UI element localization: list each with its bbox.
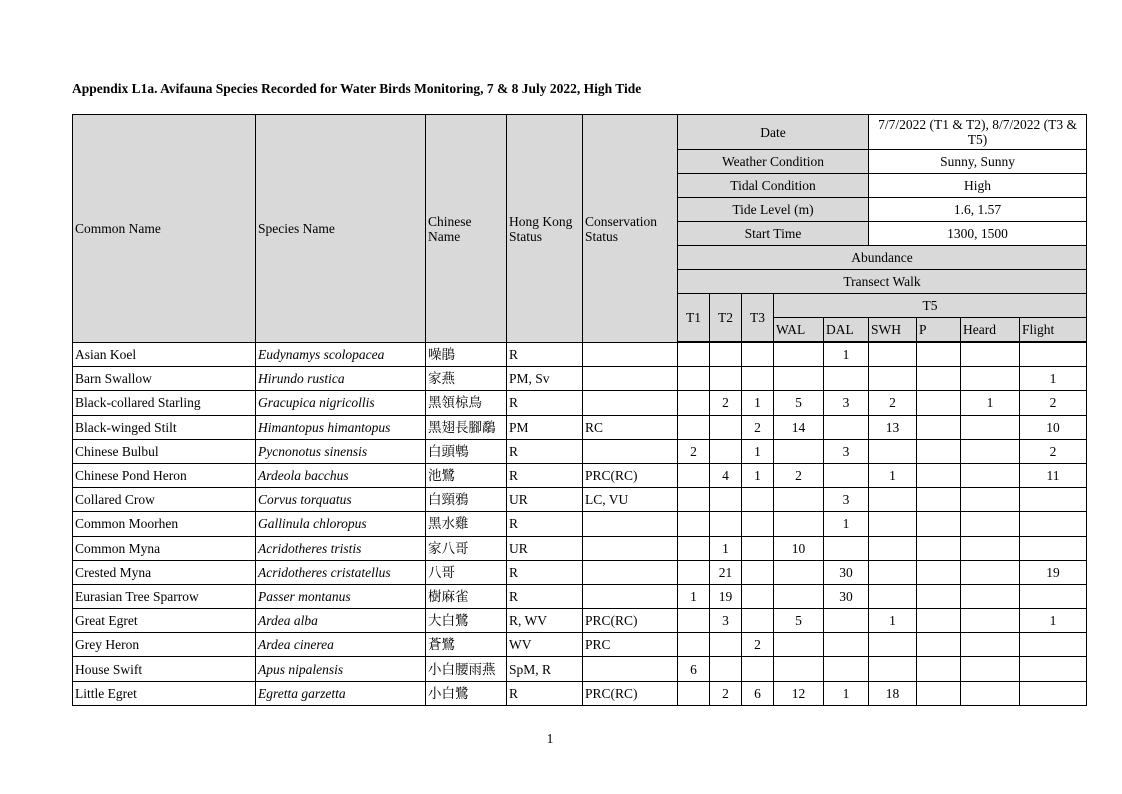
chinese-name-cell: 白頭鵯 bbox=[426, 439, 507, 463]
species-name-cell: Apus nipalensis bbox=[256, 657, 426, 681]
count-cell-t5-swh bbox=[869, 584, 917, 608]
header-abundance: Abundance bbox=[678, 246, 1087, 270]
conservation-status-cell bbox=[583, 560, 678, 584]
hk-status-cell: R bbox=[507, 584, 583, 608]
count-cell-t5-heard bbox=[961, 584, 1020, 608]
count-cell-t5-swh: 13 bbox=[869, 415, 917, 439]
count-cell-t5-heard bbox=[961, 560, 1020, 584]
common-name-cell: Eurasian Tree Sparrow bbox=[73, 584, 256, 608]
count-cell-t5-flight bbox=[1020, 488, 1087, 512]
count-cell-t1 bbox=[678, 488, 710, 512]
count-cell-t5-dal bbox=[824, 415, 869, 439]
species-name-cell: Corvus torquatus bbox=[256, 488, 426, 512]
count-cell-t2 bbox=[710, 512, 742, 536]
count-cell-t2 bbox=[710, 633, 742, 657]
count-cell-t5-dal bbox=[824, 463, 869, 487]
count-cell-t5-p bbox=[917, 681, 961, 705]
hk-status-cell: SpM, R bbox=[507, 657, 583, 681]
common-name-cell: Collared Crow bbox=[73, 488, 256, 512]
count-cell-t5-swh bbox=[869, 633, 917, 657]
count-cell-t5-dal bbox=[824, 609, 869, 633]
common-name-cell: Asian Koel bbox=[73, 343, 256, 367]
species-name-cell: Acridotheres tristis bbox=[256, 536, 426, 560]
count-cell-t1 bbox=[678, 415, 710, 439]
count-cell-t2: 1 bbox=[710, 536, 742, 560]
count-cell-t5-p bbox=[917, 488, 961, 512]
count-cell-t3: 2 bbox=[742, 633, 774, 657]
chinese-name-cell: 樹麻雀 bbox=[426, 584, 507, 608]
page-number: 1 bbox=[546, 731, 554, 746]
count-cell-t5-p bbox=[917, 391, 961, 415]
chinese-name-cell: 池鷺 bbox=[426, 463, 507, 487]
header-species-name: Species Name bbox=[256, 115, 426, 343]
count-cell-t5-p bbox=[917, 439, 961, 463]
count-cell-t5-swh: 2 bbox=[869, 391, 917, 415]
table-row bbox=[73, 463, 1087, 487]
count-cell-t1: 2 bbox=[678, 439, 710, 463]
count-cell-t2: 21 bbox=[710, 560, 742, 584]
chinese-name-cell: 小白腰雨燕 bbox=[426, 657, 507, 681]
common-name-cell: Grey Heron bbox=[73, 633, 256, 657]
chinese-name-cell: 家燕 bbox=[426, 367, 507, 391]
count-cell-t5-dal bbox=[824, 633, 869, 657]
common-name-cell: Black-winged Stilt bbox=[73, 415, 256, 439]
count-cell-t5-flight: 19 bbox=[1020, 560, 1087, 584]
count-cell-t1: 6 bbox=[678, 657, 710, 681]
count-cell-t5-heard bbox=[961, 439, 1020, 463]
hk-status-cell: R bbox=[507, 681, 583, 705]
common-name-cell: Great Egret bbox=[73, 609, 256, 633]
header-t5-swh: SWH bbox=[869, 318, 917, 342]
count-cell-t3 bbox=[742, 560, 774, 584]
count-cell-t1 bbox=[678, 681, 710, 705]
hk-status-cell: R bbox=[507, 463, 583, 487]
table-row bbox=[73, 560, 1087, 584]
hk-status-cell: R bbox=[507, 512, 583, 536]
count-cell-t1 bbox=[678, 463, 710, 487]
count-cell-t2: 4 bbox=[710, 463, 742, 487]
count-cell-t5-heard bbox=[961, 681, 1020, 705]
page-title: Appendix L1a. Avifauna Species Recorded for Water Birds Monitoring, 7 & 8 July 2022, High Tide bbox=[72, 81, 642, 96]
count-cell-t5-flight bbox=[1020, 657, 1087, 681]
count-cell-t5-wal: 14 bbox=[774, 415, 824, 439]
count-cell-t5-dal: 3 bbox=[824, 391, 869, 415]
count-cell-t5-swh bbox=[869, 512, 917, 536]
table-row bbox=[73, 488, 1087, 512]
count-cell-t1 bbox=[678, 343, 710, 367]
header-tide-level-label: Tide Level (m) bbox=[678, 198, 869, 222]
count-cell-t3 bbox=[742, 584, 774, 608]
header-t5-p: P bbox=[917, 318, 961, 342]
count-cell-t3 bbox=[742, 343, 774, 367]
header-weather-value: Sunny, Sunny bbox=[869, 150, 1087, 174]
count-cell-t5-dal: 1 bbox=[824, 512, 869, 536]
count-cell-t5-flight: 2 bbox=[1020, 439, 1087, 463]
count-cell-t5-p bbox=[917, 609, 961, 633]
count-cell-t3: 2 bbox=[742, 415, 774, 439]
species-name-cell: Egretta garzetta bbox=[256, 681, 426, 705]
header-date-label: Date bbox=[678, 115, 869, 150]
count-cell-t5-heard bbox=[961, 343, 1020, 367]
species-name-cell: Ardea alba bbox=[256, 609, 426, 633]
hk-status-cell: UR bbox=[507, 488, 583, 512]
count-cell-t3: 1 bbox=[742, 439, 774, 463]
hk-status-cell: R bbox=[507, 391, 583, 415]
species-name-cell: Pycnonotus sinensis bbox=[256, 439, 426, 463]
count-cell-t1 bbox=[678, 512, 710, 536]
count-cell-t3: 1 bbox=[742, 463, 774, 487]
hk-status-cell: R bbox=[507, 343, 583, 367]
count-cell-t5-heard bbox=[961, 488, 1020, 512]
count-cell-t5-heard bbox=[961, 512, 1020, 536]
table-row bbox=[73, 367, 1087, 391]
count-cell-t5-swh: 1 bbox=[869, 463, 917, 487]
count-cell-t5-heard bbox=[961, 415, 1020, 439]
count-cell-t5-p bbox=[917, 463, 961, 487]
header-conservation-status: Conservation Status bbox=[583, 115, 678, 343]
count-cell-t5-p bbox=[917, 367, 961, 391]
header-start-time-label: Start Time bbox=[678, 222, 869, 246]
header-tide-level-value: 1.6, 1.57 bbox=[869, 198, 1087, 222]
count-cell-t3 bbox=[742, 657, 774, 681]
chinese-name-cell: 白頸鴉 bbox=[426, 488, 507, 512]
species-name-cell: Himantopus himantopus bbox=[256, 415, 426, 439]
species-name-cell: Acridotheres cristatellus bbox=[256, 560, 426, 584]
count-cell-t5-swh bbox=[869, 439, 917, 463]
table-row bbox=[73, 681, 1087, 705]
count-cell-t1 bbox=[678, 633, 710, 657]
conservation-status-cell bbox=[583, 657, 678, 681]
conservation-status-cell: PRC(RC) bbox=[583, 463, 678, 487]
count-cell-t5-flight bbox=[1020, 633, 1087, 657]
count-cell-t5-flight bbox=[1020, 512, 1087, 536]
species-name-cell: Gallinula chloropus bbox=[256, 512, 426, 536]
count-cell-t5-p bbox=[917, 584, 961, 608]
header-t1: T1 bbox=[678, 294, 710, 342]
count-cell-t5-heard bbox=[961, 657, 1020, 681]
count-cell-t5-wal bbox=[774, 439, 824, 463]
header-t5-flight: Flight bbox=[1020, 318, 1087, 342]
species-name-cell: Hirundo rustica bbox=[256, 367, 426, 391]
count-cell-t5-dal bbox=[824, 536, 869, 560]
count-cell-t5-swh: 18 bbox=[869, 681, 917, 705]
count-cell-t2: 3 bbox=[710, 609, 742, 633]
conservation-status-cell: LC, VU bbox=[583, 488, 678, 512]
count-cell-t5-heard bbox=[961, 536, 1020, 560]
count-cell-t5-flight: 1 bbox=[1020, 609, 1087, 633]
count-cell-t1 bbox=[678, 536, 710, 560]
common-name-cell: House Swift bbox=[73, 657, 256, 681]
chinese-name-cell: 黑水雞 bbox=[426, 512, 507, 536]
count-cell-t5-wal bbox=[774, 560, 824, 584]
conservation-status-cell: PRC(RC) bbox=[583, 609, 678, 633]
header-t5: T5 bbox=[774, 294, 1087, 318]
count-cell-t3 bbox=[742, 488, 774, 512]
count-cell-t5-flight: 2 bbox=[1020, 391, 1087, 415]
chinese-name-cell: 黑領椋鳥 bbox=[426, 391, 507, 415]
count-cell-t2 bbox=[710, 367, 742, 391]
header-hk-status: Hong Kong Status bbox=[507, 115, 583, 343]
count-cell-t5-p bbox=[917, 343, 961, 367]
count-cell-t5-wal: 5 bbox=[774, 391, 824, 415]
hk-status-cell: WV bbox=[507, 633, 583, 657]
count-cell-t3 bbox=[742, 609, 774, 633]
header-tidal-value: High bbox=[869, 174, 1087, 198]
hk-status-cell: PM, Sv bbox=[507, 367, 583, 391]
hk-status-cell: R bbox=[507, 560, 583, 584]
header-t3: T3 bbox=[742, 294, 774, 342]
hk-status-cell: PM bbox=[507, 415, 583, 439]
count-cell-t5-heard bbox=[961, 633, 1020, 657]
count-cell-t5-swh bbox=[869, 536, 917, 560]
count-cell-t2: 19 bbox=[710, 584, 742, 608]
count-cell-t5-swh bbox=[869, 560, 917, 584]
count-cell-t5-wal bbox=[774, 657, 824, 681]
count-cell-t5-wal: 12 bbox=[774, 681, 824, 705]
count-cell-t5-dal: 30 bbox=[824, 584, 869, 608]
count-cell-t3: 1 bbox=[742, 391, 774, 415]
conservation-status-cell bbox=[583, 343, 678, 367]
count-cell-t5-wal bbox=[774, 633, 824, 657]
count-cell-t5-p bbox=[917, 415, 961, 439]
table-row bbox=[73, 584, 1087, 608]
header-tidal-label: Tidal Condition bbox=[678, 174, 869, 198]
species-name-cell: Passer montanus bbox=[256, 584, 426, 608]
count-cell-t5-flight bbox=[1020, 343, 1087, 367]
count-cell-t5-swh bbox=[869, 343, 917, 367]
conservation-status-cell: RC bbox=[583, 415, 678, 439]
common-name-cell: Black-collared Starling bbox=[73, 391, 256, 415]
count-cell-t5-heard bbox=[961, 463, 1020, 487]
hk-status-cell: UR bbox=[507, 536, 583, 560]
header-weather-label: Weather Condition bbox=[678, 150, 869, 174]
species-name-cell: Eudynamys scolopacea bbox=[256, 343, 426, 367]
common-name-cell: Chinese Bulbul bbox=[73, 439, 256, 463]
header-t5-wal: WAL bbox=[774, 318, 824, 342]
header-t5-dal: DAL bbox=[824, 318, 869, 342]
chinese-name-cell: 小白鷺 bbox=[426, 681, 507, 705]
common-name-cell: Crested Myna bbox=[73, 560, 256, 584]
count-cell-t2 bbox=[710, 415, 742, 439]
table-row bbox=[73, 536, 1087, 560]
chinese-name-cell: 蒼鷺 bbox=[426, 633, 507, 657]
chinese-name-cell: 黑翅長腳鷸 bbox=[426, 415, 507, 439]
count-cell-t5-flight: 10 bbox=[1020, 415, 1087, 439]
count-cell-t5-flight bbox=[1020, 536, 1087, 560]
conservation-status-cell: PRC(RC) bbox=[583, 681, 678, 705]
count-cell-t3 bbox=[742, 536, 774, 560]
count-cell-t5-p bbox=[917, 633, 961, 657]
header-t2: T2 bbox=[710, 294, 742, 342]
header-common-name: Common Name bbox=[73, 115, 256, 343]
conservation-status-cell bbox=[583, 367, 678, 391]
table-row bbox=[73, 633, 1087, 657]
count-cell-t5-wal bbox=[774, 512, 824, 536]
conservation-status-cell: PRC bbox=[583, 633, 678, 657]
count-cell-t5-dal: 1 bbox=[824, 343, 869, 367]
count-cell-t2 bbox=[710, 343, 742, 367]
common-name-cell: Common Myna bbox=[73, 536, 256, 560]
table-row bbox=[73, 512, 1087, 536]
count-cell-t5-wal: 10 bbox=[774, 536, 824, 560]
count-cell-t1: 1 bbox=[678, 584, 710, 608]
count-cell-t5-flight: 11 bbox=[1020, 463, 1087, 487]
chinese-name-cell: 大白鷺 bbox=[426, 609, 507, 633]
conservation-status-cell bbox=[583, 536, 678, 560]
count-cell-t5-swh bbox=[869, 488, 917, 512]
count-cell-t5-wal bbox=[774, 584, 824, 608]
table-row bbox=[73, 609, 1087, 633]
count-cell-t5-heard: 1 bbox=[961, 391, 1020, 415]
table-row bbox=[73, 343, 1087, 367]
count-cell-t5-dal bbox=[824, 367, 869, 391]
count-cell-t5-flight bbox=[1020, 584, 1087, 608]
count-cell-t5-wal bbox=[774, 488, 824, 512]
count-cell-t5-dal bbox=[824, 657, 869, 681]
header-chinese-name: Chinese Name bbox=[426, 115, 507, 343]
conservation-status-cell bbox=[583, 512, 678, 536]
hk-status-cell: R, WV bbox=[507, 609, 583, 633]
species-name-cell: Ardea cinerea bbox=[256, 633, 426, 657]
common-name-cell: Chinese Pond Heron bbox=[73, 463, 256, 487]
count-cell-t1 bbox=[678, 609, 710, 633]
count-cell-t5-p bbox=[917, 657, 961, 681]
table-row bbox=[73, 439, 1087, 463]
count-cell-t1 bbox=[678, 560, 710, 584]
species-table bbox=[72, 114, 1087, 706]
header-t5-heard: Heard bbox=[961, 318, 1020, 342]
count-cell-t5-wal: 5 bbox=[774, 609, 824, 633]
count-cell-t5-flight bbox=[1020, 681, 1087, 705]
count-cell-t5-p bbox=[917, 560, 961, 584]
count-cell-t5-swh: 1 bbox=[869, 609, 917, 633]
common-name-cell: Little Egret bbox=[73, 681, 256, 705]
table-row bbox=[73, 657, 1087, 681]
count-cell-t5-wal bbox=[774, 343, 824, 367]
common-name-cell: Common Moorhen bbox=[73, 512, 256, 536]
count-cell-t5-wal bbox=[774, 367, 824, 391]
conservation-status-cell bbox=[583, 391, 678, 415]
species-name-cell: Gracupica nigricollis bbox=[256, 391, 426, 415]
count-cell-t5-dal: 30 bbox=[824, 560, 869, 584]
count-cell-t5-flight: 1 bbox=[1020, 367, 1087, 391]
count-cell-t2 bbox=[710, 657, 742, 681]
count-cell-t5-heard bbox=[961, 609, 1020, 633]
count-cell-t5-p bbox=[917, 512, 961, 536]
count-cell-t5-dal: 3 bbox=[824, 439, 869, 463]
count-cell-t5-dal: 1 bbox=[824, 681, 869, 705]
header-transect-walk: Transect Walk bbox=[678, 270, 1087, 294]
count-cell-t3 bbox=[742, 367, 774, 391]
count-cell-t5-heard bbox=[961, 367, 1020, 391]
count-cell-t5-swh bbox=[869, 657, 917, 681]
chinese-name-cell: 家八哥 bbox=[426, 536, 507, 560]
chinese-name-cell: 八哥 bbox=[426, 560, 507, 584]
count-cell-t1 bbox=[678, 367, 710, 391]
table-row bbox=[73, 391, 1087, 415]
chinese-name-cell: 噪鵑 bbox=[426, 343, 507, 367]
conservation-status-cell bbox=[583, 439, 678, 463]
count-cell-t2 bbox=[710, 488, 742, 512]
species-name-cell: Ardeola bacchus bbox=[256, 463, 426, 487]
conservation-status-cell bbox=[583, 584, 678, 608]
count-cell-t3: 6 bbox=[742, 681, 774, 705]
count-cell-t2: 2 bbox=[710, 391, 742, 415]
count-cell-t5-wal: 2 bbox=[774, 463, 824, 487]
count-cell-t5-dal: 3 bbox=[824, 488, 869, 512]
common-name-cell: Barn Swallow bbox=[73, 367, 256, 391]
hk-status-cell: R bbox=[507, 439, 583, 463]
header-date-value: 7/7/2022 (T1 & T2), 8/7/2022 (T3 & T5) bbox=[869, 115, 1087, 150]
count-cell-t3 bbox=[742, 512, 774, 536]
count-cell-t1 bbox=[678, 391, 710, 415]
header-start-time-value: 1300, 1500 bbox=[869, 222, 1087, 246]
count-cell-t5-p bbox=[917, 536, 961, 560]
count-cell-t5-swh bbox=[869, 367, 917, 391]
count-cell-t2: 2 bbox=[710, 681, 742, 705]
table-row bbox=[73, 415, 1087, 439]
count-cell-t2 bbox=[710, 439, 742, 463]
